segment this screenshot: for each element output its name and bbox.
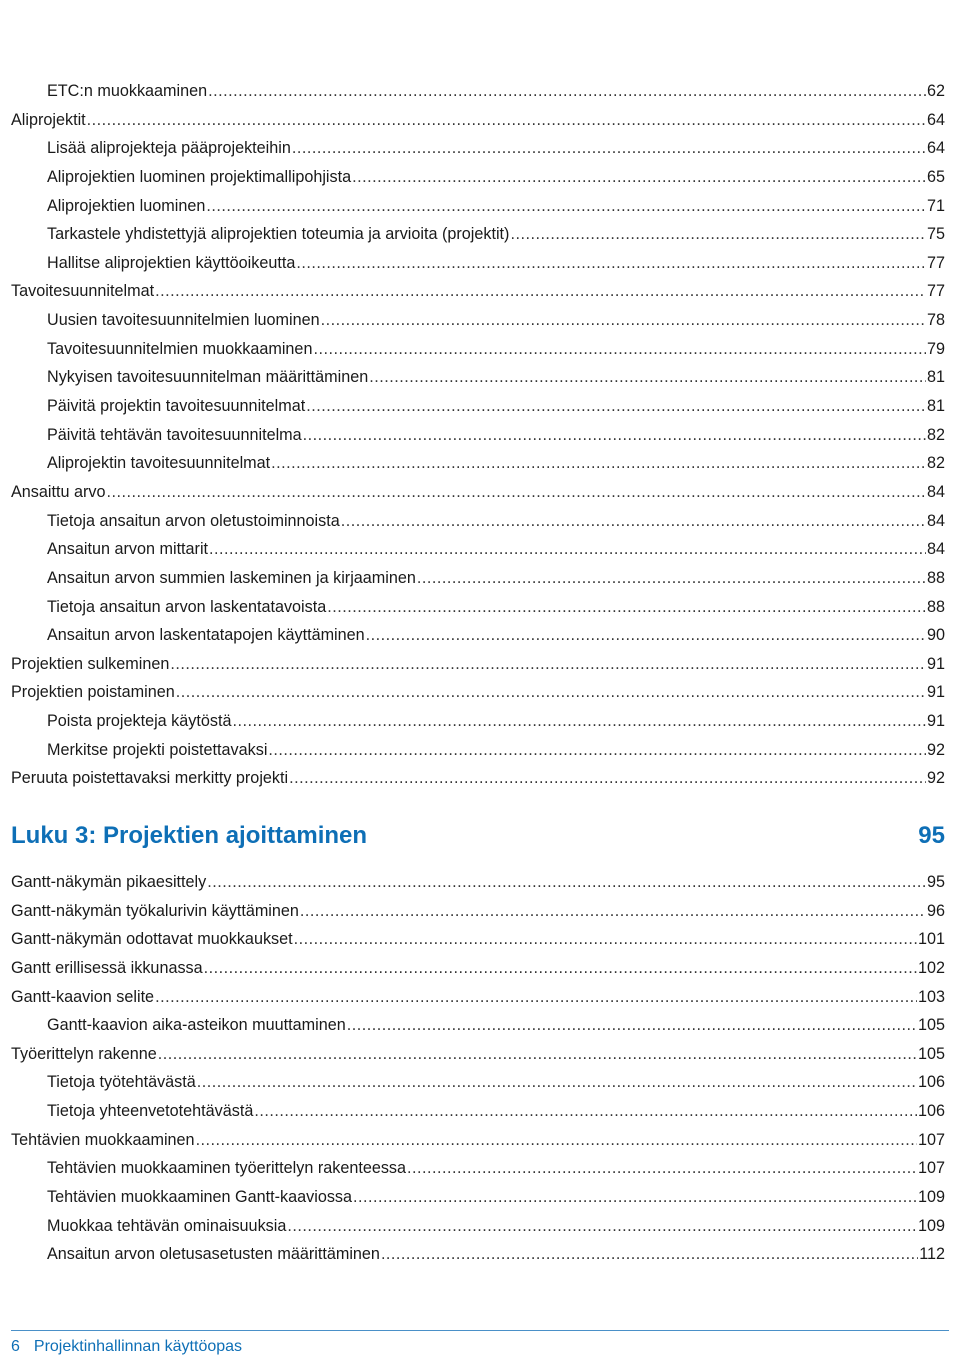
toc-entry-page: 102: [917, 958, 945, 977]
toc-entry-page: 62: [926, 82, 945, 100]
toc-entry[interactable]: [11, 764, 945, 793]
toc-leader-dots: [254, 1097, 917, 1126]
toc-leader-dots: [313, 335, 926, 364]
footer-page-number: 6: [11, 1338, 20, 1355]
toc-entry[interactable]: [11, 507, 945, 536]
toc-entry-title: Päivitä projektin tavoitesuunnitelmat: [47, 397, 306, 416]
toc-entry-title: Aliprojektit: [11, 110, 86, 129]
toc-entry[interactable]: [11, 1040, 945, 1069]
toc-leader-dots: [158, 1040, 917, 1069]
toc-leader-dots: [209, 535, 926, 564]
toc-entry-page: 107: [917, 1130, 945, 1149]
toc-entry-page: 106: [917, 1102, 945, 1121]
toc-entry[interactable]: [11, 220, 945, 249]
toc-leader-dots: [106, 478, 926, 507]
toc-entry-title: Ansaitun arvon oletusasetusten määrittäminen: [47, 1245, 380, 1264]
footer-book-title: Projektinhallinnan käyttöopas: [33, 1338, 243, 1355]
toc-entry-title: Poista projekteja käytöstä: [47, 712, 232, 731]
toc-entry[interactable]: [11, 421, 945, 450]
toc-entry[interactable]: [11, 106, 945, 135]
toc-leader-dots: [353, 1183, 917, 1212]
toc-entry[interactable]: [11, 134, 945, 163]
toc-leader-dots: [294, 925, 917, 954]
toc-entry-page: 75: [926, 225, 945, 244]
toc-entry-title: Peruuta poistettavaksi merkitty projekti: [11, 769, 289, 788]
toc-entry-page: 64: [926, 139, 945, 158]
toc-entry-title: Gantt erillisessä ikkunassa: [11, 958, 203, 977]
toc-leader-dots: [381, 1240, 918, 1269]
toc-entry-title: Päivitä tehtävän tavoitesuunnitelma: [47, 425, 302, 444]
toc-entry-page: 91: [926, 712, 945, 731]
chapter-heading[interactable]: [11, 822, 945, 850]
toc-entry-title: Tietoja yhteenvetotehtävästä: [47, 1102, 254, 1121]
toc-entry-page: 88: [926, 568, 945, 587]
toc-entry-page: 84: [926, 511, 945, 530]
toc-entry[interactable]: [11, 1212, 945, 1241]
toc-entry[interactable]: [11, 736, 945, 765]
toc-leader-dots: [321, 306, 926, 335]
toc-entry-page: 81: [926, 368, 945, 387]
toc-entry[interactable]: [11, 954, 945, 983]
toc-entry-page: 82: [926, 454, 945, 473]
toc-leader-dots: [407, 1154, 917, 1183]
toc-entry-page: 105: [917, 1044, 945, 1063]
toc-entry-title: Projektien poistaminen: [11, 683, 175, 702]
toc-leader-dots: [232, 707, 926, 736]
toc-entry-page: 71: [926, 196, 945, 215]
toc-entry-page: 101: [917, 930, 945, 949]
toc-entry[interactable]: [11, 1154, 945, 1183]
toc-entry[interactable]: [11, 925, 945, 954]
toc-entry[interactable]: [11, 650, 945, 679]
toc-entry-page: 106: [917, 1073, 945, 1092]
toc-leader-dots: [289, 764, 926, 793]
toc-leader-dots: [417, 564, 926, 593]
toc-entry-title: Gantt-näkymän odottavat muokkaukset: [11, 930, 293, 949]
toc-leader-dots: [204, 954, 917, 983]
toc-entry-page: 96: [926, 901, 945, 920]
toc-entry[interactable]: [11, 897, 945, 926]
toc-entry-title: Tavoitesuunnitelmat: [11, 282, 155, 301]
toc-entry-page: 112: [919, 1245, 945, 1264]
toc-entry-page: 64: [926, 110, 945, 129]
toc-entry-page: 92: [926, 769, 945, 788]
toc-entry-title: Uusien tavoitesuunnitelmien luominen: [47, 311, 320, 330]
toc-entry-title: Tarkastele yhdistettyjä aliprojektien toteumia ja arvioita (projektit): [47, 225, 510, 244]
toc-leader-dots: [208, 77, 926, 106]
chapter-page: 95: [918, 822, 945, 849]
toc-entry[interactable]: [11, 707, 945, 736]
toc-entry[interactable]: [11, 1011, 945, 1040]
toc-entry-title: Muokkaa tehtävän ominaisuuksia: [47, 1216, 287, 1235]
toc-entry-title: Aliprojektien luominen projektimallipohjista: [47, 167, 352, 186]
toc-entry[interactable]: [11, 335, 945, 364]
page-footer: [11, 1338, 242, 1356]
toc-entry[interactable]: [11, 77, 945, 106]
toc-entry[interactable]: [11, 621, 945, 650]
toc-entry-page: 79: [926, 339, 945, 358]
toc-entry-title: Tehtävien muokkaaminen työerittelyn rakenteessa: [47, 1159, 407, 1178]
toc-entry[interactable]: [11, 678, 945, 707]
toc-entry[interactable]: [11, 392, 945, 421]
toc-entry[interactable]: [11, 564, 945, 593]
toc-leader-dots: [197, 1068, 917, 1097]
toc-entry-title: Aliprojektin tavoitesuunnitelmat: [47, 454, 271, 473]
toc-entry-title: Ansaitun arvon summien laskeminen ja kirjaaminen: [47, 568, 416, 587]
toc-leader-dots: [170, 650, 926, 679]
toc-section-before: [11, 77, 945, 793]
toc-entry-title: Tehtävien muokkaaminen Gantt-kaaviossa: [47, 1188, 353, 1207]
toc-entry[interactable]: [11, 478, 945, 507]
toc-entry-title: Ansaitun arvon mittarit: [47, 540, 209, 559]
toc-leader-dots: [296, 249, 926, 278]
toc-entry-page: 65: [926, 167, 945, 186]
toc-entry[interactable]: [11, 249, 945, 278]
toc-entry[interactable]: [11, 1097, 945, 1126]
toc-entry-title: Projektien sulkeminen: [11, 654, 170, 673]
toc-entry-page: 95: [926, 873, 945, 891]
toc-entry[interactable]: [11, 449, 945, 478]
toc-leader-dots: [196, 1126, 917, 1155]
toc-leader-dots: [268, 736, 926, 765]
toc-entry-page: 77: [926, 253, 945, 272]
toc-section-after: [11, 868, 945, 1269]
toc-entry-page: 77: [926, 282, 945, 301]
toc-entry-page: 90: [926, 626, 945, 645]
toc-entry[interactable]: [11, 363, 945, 392]
toc-leader-dots: [352, 163, 926, 192]
toc-entry[interactable]: [11, 306, 945, 335]
toc-entry-page: 109: [917, 1188, 945, 1207]
toc-entry[interactable]: [11, 1126, 945, 1155]
toc-entry-title: Tietoja ansaitun arvon oletustoiminnoista: [47, 511, 340, 530]
toc-entry-page: 82: [926, 425, 945, 444]
toc-leader-dots: [87, 106, 926, 135]
toc-entry-page: 107: [917, 1159, 945, 1178]
toc-entry[interactable]: [11, 535, 945, 564]
toc-entry-page: 84: [926, 540, 945, 559]
toc-entry-page: 88: [926, 597, 945, 616]
toc-entry-page: 109: [917, 1216, 945, 1235]
toc-entry-title: Gantt-näkymän työkalurivin käyttäminen: [11, 901, 299, 920]
toc-leader-dots: [347, 1011, 917, 1040]
toc-leader-dots: [287, 1212, 917, 1241]
toc-entry-title: Gantt-näkymän pikaesittely: [11, 873, 207, 891]
toc-leader-dots: [155, 277, 926, 306]
toc-leader-dots: [155, 983, 917, 1012]
toc-entry[interactable]: [11, 983, 945, 1012]
toc-entry-title: Tavoitesuunnitelmien muokkaaminen: [47, 339, 313, 358]
toc-entry-page: 92: [926, 740, 945, 759]
toc-leader-dots: [341, 507, 926, 536]
toc-entry-page: 81: [926, 397, 945, 416]
toc-entry-title: Tietoja ansaitun arvon laskentatavoista: [47, 597, 327, 616]
toc-entry-title: Nykyisen tavoitesuunnitelman määrittäminen: [47, 368, 369, 387]
toc-entry-title: ETC:n muokkaaminen: [47, 82, 208, 100]
toc-entry-title: Tietoja työtehtävästä: [47, 1073, 196, 1092]
toc-leader-dots: [366, 621, 926, 650]
toc-entry-title: Merkitse projekti poistettavaksi: [47, 740, 268, 759]
chapter-title: Luku 3: Projektien ajoittaminen: [11, 822, 368, 849]
toc-entry-title: Ansaittu arvo: [11, 482, 106, 501]
toc-leader-dots: [306, 392, 926, 421]
toc-entry-title: Gantt-kaavion aika-asteikon muuttaminen: [47, 1016, 346, 1035]
toc-entry[interactable]: [11, 593, 945, 622]
toc-entry[interactable]: [11, 277, 945, 306]
toc-entry[interactable]: [11, 1068, 945, 1097]
toc-entry-page: 91: [926, 654, 945, 673]
toc-leader-dots: [510, 220, 926, 249]
toc-entry-title: Gantt-kaavion selite: [11, 987, 155, 1006]
toc-leader-dots: [327, 593, 926, 622]
footer-rule: [11, 1330, 949, 1331]
toc-leader-dots: [303, 421, 926, 450]
toc-leader-dots: [300, 897, 926, 926]
toc-entry-page: 78: [926, 311, 945, 330]
toc-entry-title: Tehtävien muokkaaminen: [11, 1130, 195, 1149]
toc-entry-page: 91: [926, 683, 945, 702]
toc-leader-dots: [271, 449, 926, 478]
toc-entry-title: Ansaitun arvon laskentatapojen käyttäminen: [47, 626, 365, 645]
toc-leader-dots: [176, 678, 926, 707]
toc-entry[interactable]: [11, 868, 945, 897]
toc-entry[interactable]: [11, 1240, 945, 1269]
toc-entry-title: Työerittelyn rakenne: [11, 1044, 157, 1063]
toc-entry-page: 103: [917, 987, 945, 1006]
toc-entry[interactable]: [11, 163, 945, 192]
toc-leader-dots: [206, 192, 926, 221]
toc-leader-dots: [292, 134, 926, 163]
toc-entry[interactable]: [11, 192, 945, 221]
toc-entry-title: Aliprojektien luominen: [47, 196, 206, 215]
toc-leader-dots: [207, 868, 926, 897]
toc-entry-page: 84: [926, 482, 945, 501]
toc-entry[interactable]: [11, 1183, 945, 1212]
toc-entry-title: Lisää aliprojekteja pääprojekteihin: [47, 139, 291, 158]
toc-entry-title: Hallitse aliprojektien käyttöoikeutta: [47, 253, 296, 272]
toc-entry-page: 105: [917, 1016, 945, 1035]
toc-leader-dots: [369, 363, 926, 392]
